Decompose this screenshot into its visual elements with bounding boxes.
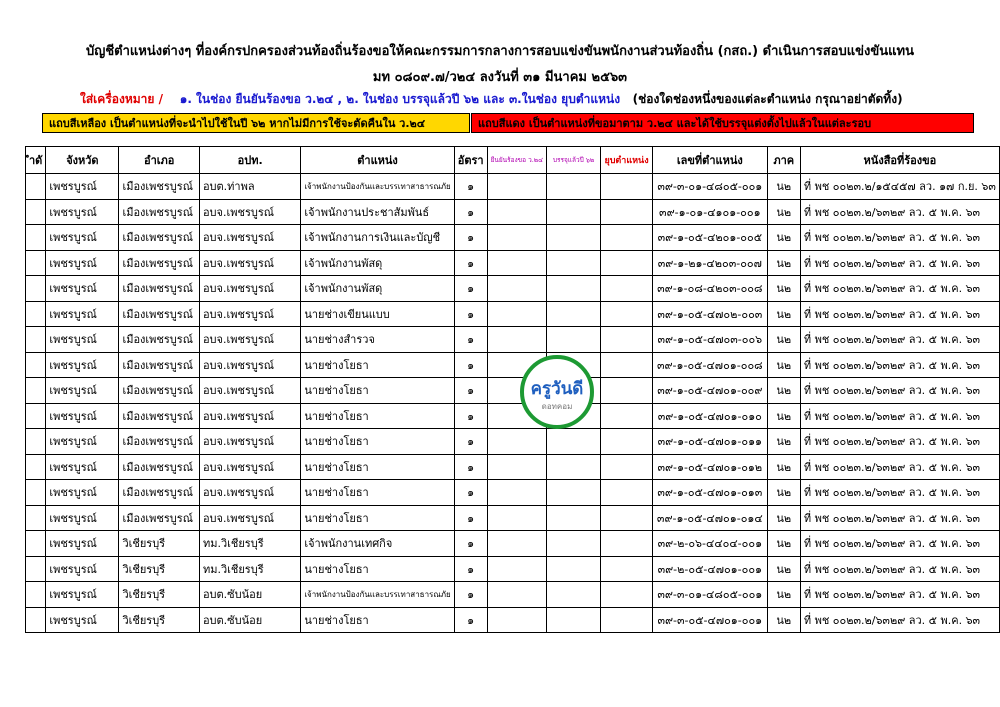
table-row bbox=[26, 225, 1000, 251]
cell-rate: ๑ bbox=[454, 480, 487, 506]
cell-region: น๒ bbox=[767, 276, 800, 302]
cell-province: เพชรบูรณ์ bbox=[46, 480, 119, 506]
cell-filled-checkbox[interactable] bbox=[547, 556, 601, 582]
table-row bbox=[26, 454, 1000, 480]
cell-filled-checkbox[interactable] bbox=[547, 607, 601, 633]
cell-confirm-checkbox[interactable] bbox=[487, 301, 546, 327]
cell-rate: ๑ bbox=[454, 531, 487, 557]
cell-rate: ๑ bbox=[454, 556, 487, 582]
cell-row-no bbox=[26, 454, 46, 480]
cell-abolish-checkbox[interactable] bbox=[601, 276, 653, 302]
cell-request-letter: ที่ พช ๐๐๒๓.๒/๖๓๒๙ ลว. ๕ พ.ค. ๖๓ bbox=[800, 276, 999, 302]
cell-request-letter: ที่ พช ๐๐๒๓.๒/๖๓๒๙ ลว. ๕ พ.ค. ๖๓ bbox=[800, 429, 999, 455]
col-header-position-number: เลขที่ตำแหน่ง bbox=[652, 147, 767, 174]
table-row bbox=[26, 250, 1000, 276]
cell-confirm-checkbox[interactable] bbox=[487, 250, 546, 276]
table-row bbox=[26, 276, 1000, 302]
cell-position: เจ้าพนักงานป้องกันและบรรเทาสาธารณภัย bbox=[301, 582, 454, 608]
col-header-request-letter: หนังสือที่ร้องขอ bbox=[800, 147, 999, 174]
cell-request-letter: ที่ พช ๐๐๒๓.๒/๖๓๒๙ ลว. ๕ พ.ค. ๖๓ bbox=[800, 352, 999, 378]
table-row bbox=[26, 505, 1000, 531]
cell-district: เมืองเพชรบูรณ์ bbox=[119, 378, 200, 404]
watermark-text: ครูวันดี bbox=[530, 379, 584, 399]
cell-confirm-checkbox[interactable] bbox=[487, 225, 546, 251]
cell-row-no bbox=[26, 531, 46, 557]
cell-org: อบจ.เพชรบูรณ์ bbox=[199, 454, 300, 480]
cell-confirm-checkbox[interactable] bbox=[487, 531, 546, 557]
cell-region: น๒ bbox=[767, 556, 800, 582]
document-reference: มท ๐๘๐๙.๗/ว๒๔ ลงวันที่ ๓๑ มีนาคม ๒๕๖๓ bbox=[372, 70, 628, 85]
cell-rate: ๑ bbox=[454, 174, 487, 200]
cell-region: น๒ bbox=[767, 607, 800, 633]
cell-province: เพชรบูรณ์ bbox=[46, 174, 119, 200]
positions-table bbox=[25, 146, 1000, 633]
cell-row-no bbox=[26, 250, 46, 276]
cell-district: เมืองเพชรบูรณ์ bbox=[119, 250, 200, 276]
cell-org: อบต.ท่าพล bbox=[199, 174, 300, 200]
cell-rate: ๑ bbox=[454, 505, 487, 531]
cell-org: อบจ.เพชรบูรณ์ bbox=[199, 250, 300, 276]
cell-region: น๒ bbox=[767, 454, 800, 480]
cell-region: น๒ bbox=[767, 352, 800, 378]
cell-position-number: ๓๙-๑-๐๕-๔๗๐๑-๐๑๔ bbox=[652, 505, 767, 531]
cell-district: เมืองเพชรบูรณ์ bbox=[119, 276, 200, 302]
cell-rate: ๑ bbox=[454, 327, 487, 353]
cell-rate: ๑ bbox=[454, 352, 487, 378]
cell-confirm-checkbox[interactable] bbox=[487, 480, 546, 506]
cell-row-no bbox=[26, 225, 46, 251]
table-row bbox=[26, 607, 1000, 633]
cell-abolish-checkbox[interactable] bbox=[601, 225, 653, 251]
cell-org: อบจ.เพชรบูรณ์ bbox=[199, 225, 300, 251]
cell-region: น๒ bbox=[767, 582, 800, 608]
cell-filled-checkbox[interactable] bbox=[547, 225, 601, 251]
cell-position: เจ้าพนักงานพัสดุ bbox=[301, 250, 454, 276]
col-header-org: อปท. bbox=[199, 147, 300, 174]
cell-abolish-checkbox[interactable] bbox=[601, 352, 653, 378]
cell-row-no bbox=[26, 607, 46, 633]
cell-province: เพชรบูรณ์ bbox=[46, 378, 119, 404]
cell-rate: ๑ bbox=[454, 378, 487, 404]
cell-confirm-checkbox[interactable] bbox=[487, 582, 546, 608]
cell-org: อบจ.เพชรบูรณ์ bbox=[199, 505, 300, 531]
cell-district: เมืองเพชรบูรณ์ bbox=[119, 454, 200, 480]
cell-row-no bbox=[26, 505, 46, 531]
cell-position-number: ๓๙-๑-๐๕-๔๗๐๑-๐๐๘ bbox=[652, 352, 767, 378]
watermark-logo bbox=[520, 355, 594, 429]
cell-position-number: ๓๙-๓-๐๑-๔๘๐๕-๐๐๑ bbox=[652, 582, 767, 608]
cell-confirm-checkbox[interactable] bbox=[487, 276, 546, 302]
table-row bbox=[26, 429, 1000, 455]
cell-org: ทม.วิเชียรบุรี bbox=[199, 556, 300, 582]
cell-confirm-checkbox[interactable] bbox=[487, 327, 546, 353]
cell-org: อบจ.เพชรบูรณ์ bbox=[199, 199, 300, 225]
cell-request-letter: ที่ พช ๐๐๒๓.๒/๖๓๒๙ ลว. ๕ พ.ค. ๖๓ bbox=[800, 505, 999, 531]
cell-position: เจ้าพนักงานการเงินและบัญชี bbox=[301, 225, 454, 251]
cell-district: เมืองเพชรบูรณ์ bbox=[119, 225, 200, 251]
cell-abolish-checkbox[interactable] bbox=[601, 429, 653, 455]
cell-filled-checkbox[interactable] bbox=[547, 327, 601, 353]
cell-org: อบจ.เพชรบูรณ์ bbox=[199, 403, 300, 429]
cell-confirm-checkbox[interactable] bbox=[487, 505, 546, 531]
cell-org: อบต.ซับน้อย bbox=[199, 582, 300, 608]
cell-region: น๒ bbox=[767, 378, 800, 404]
cell-org: อบจ.เพชรบูรณ์ bbox=[199, 276, 300, 302]
document-title: บัญชีตำแหน่งต่างๆ ที่องค์กรปกครองส่วนท้องถิ่นร้องขอให้คณะกรรมการกลางการสอบแข่งขันพนักงานส่วนท้องถิ่น (กสถ.) ดำเนินการสอบแข่งขันแทน bbox=[86, 44, 914, 59]
cell-province: เพชรบูรณ์ bbox=[46, 556, 119, 582]
cell-position-number: ๓๙-๑-๐๕-๔๗๐๑-๐๑๓ bbox=[652, 480, 767, 506]
cell-rate: ๑ bbox=[454, 403, 487, 429]
cell-abolish-checkbox[interactable] bbox=[601, 250, 653, 276]
cell-province: เพชรบูรณ์ bbox=[46, 276, 119, 302]
cell-position-number: ๓๙-๓-๐๕-๔๗๐๑-๐๐๑ bbox=[652, 607, 767, 633]
cell-position-number: ๓๙-๑-๐๕-๔๗๐๑-๐๐๙ bbox=[652, 378, 767, 404]
cell-position-number: ๓๙-๑-๐๕-๔๗๐๓-๐๐๖ bbox=[652, 327, 767, 353]
cell-province: เพชรบูรณ์ bbox=[46, 250, 119, 276]
cell-province: เพชรบูรณ์ bbox=[46, 327, 119, 353]
cell-abolish-checkbox[interactable] bbox=[601, 607, 653, 633]
cell-abolish-checkbox[interactable] bbox=[601, 454, 653, 480]
col-header-district: อำเภอ bbox=[119, 147, 200, 174]
cell-rate: ๑ bbox=[454, 225, 487, 251]
cell-request-letter: ที่ พช ๐๐๒๓.๒/๖๓๒๙ ลว. ๕ พ.ค. ๖๓ bbox=[800, 225, 999, 251]
cell-org: อบจ.เพชรบูรณ์ bbox=[199, 327, 300, 353]
cell-province: เพชรบูรณ์ bbox=[46, 505, 119, 531]
cell-rate: ๑ bbox=[454, 250, 487, 276]
cell-district: วิเชียรบุรี bbox=[119, 607, 200, 633]
cell-request-letter: ที่ พช ๐๐๒๓.๒/๖๓๒๙ ลว. ๕ พ.ค. ๖๓ bbox=[800, 454, 999, 480]
instruction-note: (ช่องใดช่องหนึ่งของแต่ละตำแหน่ง กรุณาอย่าตัดทิ้ง) bbox=[632, 92, 903, 106]
cell-row-no bbox=[26, 301, 46, 327]
col-header-province: จังหวัด bbox=[46, 147, 119, 174]
cell-request-letter: ที่ พช ๐๐๒๓.๒/๖๓๒๙ ลว. ๕ พ.ค. ๖๓ bbox=[800, 199, 999, 225]
cell-province: เพชรบูรณ์ bbox=[46, 429, 119, 455]
cell-province: เพชรบูรณ์ bbox=[46, 352, 119, 378]
cell-region: น๒ bbox=[767, 225, 800, 251]
cell-org: อบจ.เพชรบูรณ์ bbox=[199, 352, 300, 378]
cell-region: น๒ bbox=[767, 403, 800, 429]
cell-abolish-checkbox[interactable] bbox=[601, 403, 653, 429]
cell-confirm-checkbox[interactable] bbox=[487, 199, 546, 225]
cell-region: น๒ bbox=[767, 429, 800, 455]
cell-org: อบจ.เพชรบูรณ์ bbox=[199, 429, 300, 455]
cell-abolish-checkbox[interactable] bbox=[601, 378, 653, 404]
cell-abolish-checkbox[interactable] bbox=[601, 301, 653, 327]
cell-position: นายช่างโยธา bbox=[301, 556, 454, 582]
cell-rate: ๑ bbox=[454, 607, 487, 633]
cell-abolish-checkbox[interactable] bbox=[601, 174, 653, 200]
cell-position-number: ๓๙-๑-๐๑-๔๑๐๑-๐๐๑ bbox=[652, 199, 767, 225]
cell-abolish-checkbox[interactable] bbox=[601, 531, 653, 557]
col-header-confirm: ยืนยันร้องขอ ว.๒๔ bbox=[487, 147, 546, 174]
cell-region: น๒ bbox=[767, 531, 800, 557]
cell-row-no bbox=[26, 276, 46, 302]
cell-region: น๒ bbox=[767, 174, 800, 200]
table-row bbox=[26, 556, 1000, 582]
cell-row-no bbox=[26, 403, 46, 429]
col-header-position: ตำแหน่ง bbox=[301, 147, 454, 174]
cell-filled-checkbox[interactable] bbox=[547, 429, 601, 455]
col-header-no: ำดั bbox=[26, 147, 46, 174]
cell-position: นายช่างเขียนแบบ bbox=[301, 301, 454, 327]
cell-org: อบจ.เพชรบูรณ์ bbox=[199, 378, 300, 404]
cell-district: เมืองเพชรบูรณ์ bbox=[119, 327, 200, 353]
table-row bbox=[26, 403, 1000, 429]
cell-filled-checkbox[interactable] bbox=[547, 250, 601, 276]
table-row bbox=[26, 301, 1000, 327]
cell-rate: ๑ bbox=[454, 429, 487, 455]
cell-province: เพชรบูรณ์ bbox=[46, 301, 119, 327]
cell-province: เพชรบูรณ์ bbox=[46, 607, 119, 633]
cell-abolish-checkbox[interactable] bbox=[601, 582, 653, 608]
cell-org: อบจ.เพชรบูรณ์ bbox=[199, 301, 300, 327]
cell-province: เพชรบูรณ์ bbox=[46, 403, 119, 429]
cell-province: เพชรบูรณ์ bbox=[46, 199, 119, 225]
cell-confirm-checkbox[interactable] bbox=[487, 174, 546, 200]
cell-region: น๒ bbox=[767, 199, 800, 225]
cell-filled-checkbox[interactable] bbox=[547, 174, 601, 200]
cell-position-number: ๓๙-๒-๐๕-๔๗๐๑-๐๐๑ bbox=[652, 556, 767, 582]
cell-org: อบจ.เพชรบูรณ์ bbox=[199, 480, 300, 506]
cell-rate: ๑ bbox=[454, 454, 487, 480]
cell-org: อบต.ซับน้อย bbox=[199, 607, 300, 633]
table-row bbox=[26, 378, 1000, 404]
cell-filled-checkbox[interactable] bbox=[547, 301, 601, 327]
cell-region: น๒ bbox=[767, 250, 800, 276]
cell-position: เจ้าพนักงานพัสดุ bbox=[301, 276, 454, 302]
cell-filled-checkbox[interactable] bbox=[547, 480, 601, 506]
cell-position: นายช่างโยธา bbox=[301, 505, 454, 531]
cell-position-number: ๓๙-๑-๐๕-๔๗๐๑-๐๑๐ bbox=[652, 403, 767, 429]
cell-row-no bbox=[26, 480, 46, 506]
instruction-main: ๑. ในช่อง ยืนยันร้องขอ ว.๒๔ , ๒. ในช่อง บรรจุแล้วปี ๖๒ และ ๓.ในช่อง ยุบตำแหน่ง bbox=[179, 92, 621, 106]
cell-request-letter: ที่ พช ๐๐๒๓.๒/๖๓๒๙ ลว. ๕ พ.ค. ๖๓ bbox=[800, 250, 999, 276]
cell-request-letter: ที่ พช ๐๐๒๓.๒/๖๓๒๙ ลว. ๕ พ.ค. ๖๓ bbox=[800, 403, 999, 429]
cell-district: วิเชียรบุรี bbox=[119, 582, 200, 608]
cell-request-letter: ที่ พช ๐๐๒๓.๒/๖๓๒๙ ลว. ๕ พ.ค. ๖๓ bbox=[800, 607, 999, 633]
cell-district: เมืองเพชรบูรณ์ bbox=[119, 301, 200, 327]
cell-abolish-checkbox[interactable] bbox=[601, 199, 653, 225]
cell-district: เมืองเพชรบูรณ์ bbox=[119, 352, 200, 378]
cell-province: เพชรบูรณ์ bbox=[46, 582, 119, 608]
cell-abolish-checkbox[interactable] bbox=[601, 480, 653, 506]
table-row bbox=[26, 582, 1000, 608]
cell-region: น๒ bbox=[767, 480, 800, 506]
cell-district: เมืองเพชรบูรณ์ bbox=[119, 480, 200, 506]
instruction-line bbox=[80, 90, 980, 109]
watermark-subtext: ดอทคอม bbox=[541, 402, 573, 411]
cell-province: เพชรบูรณ์ bbox=[46, 531, 119, 557]
cell-position: เจ้าพนักงานประชาสัมพันธ์ bbox=[301, 199, 454, 225]
cell-row-no bbox=[26, 582, 46, 608]
cell-row-no bbox=[26, 327, 46, 353]
cell-filled-checkbox[interactable] bbox=[547, 582, 601, 608]
cell-row-no bbox=[26, 429, 46, 455]
cell-district: วิเชียรบุรี bbox=[119, 556, 200, 582]
cell-row-no bbox=[26, 352, 46, 378]
table-row bbox=[26, 174, 1000, 200]
cell-filled-checkbox[interactable] bbox=[547, 531, 601, 557]
cell-position-number: ๓๙-๓-๐๑-๔๘๐๕-๐๐๑ bbox=[652, 174, 767, 200]
cell-abolish-checkbox[interactable] bbox=[601, 327, 653, 353]
cell-district: เมืองเพชรบูรณ์ bbox=[119, 174, 200, 200]
cell-region: น๒ bbox=[767, 301, 800, 327]
cell-request-letter: ที่ พช ๐๐๒๓.๒/๖๓๒๙ ลว. ๕ พ.ค. ๖๓ bbox=[800, 480, 999, 506]
cell-filled-checkbox[interactable] bbox=[547, 505, 601, 531]
cell-position-number: ๓๙-๑-๐๕-๔๗๐๑-๐๑๒ bbox=[652, 454, 767, 480]
cell-filled-checkbox[interactable] bbox=[547, 276, 601, 302]
cell-position-number: ๓๙-๑-๐๕-๔๗๐๒-๐๐๓ bbox=[652, 301, 767, 327]
cell-confirm-checkbox[interactable] bbox=[487, 429, 546, 455]
table-row bbox=[26, 327, 1000, 353]
cell-request-letter: ที่ พช ๐๐๒๓.๒/๖๓๒๙ ลว. ๕ พ.ค. ๖๓ bbox=[800, 556, 999, 582]
yellow-legend-band: แถบสีเหลือง เป็นตำแหน่งที่จะนำไปใช้ในปี ๖๒ หากไม่มีการใช้จะตัดคืนใน ว.๒๔ bbox=[42, 113, 470, 133]
cell-filled-checkbox[interactable] bbox=[547, 199, 601, 225]
cell-position-number: ๓๙-๒-๐๖-๔๔๐๔-๐๐๑ bbox=[652, 531, 767, 557]
cell-request-letter: ที่ พช ๐๐๒๓.๒/๖๓๒๙ ลว. ๕ พ.ค. ๖๓ bbox=[800, 327, 999, 353]
cell-position-number: ๓๙-๑-๐๘-๔๒๐๓-๐๐๘ bbox=[652, 276, 767, 302]
cell-position-number: ๓๙-๑-๐๕-๔๒๐๑-๐๐๕ bbox=[652, 225, 767, 251]
red-legend-band: แถบสีแดง เป็นตำแหน่งที่ขอมาตาม ว.๒๔ และได้ใช้บรรจุแต่งตั้งไปแล้วในแต่ละรอบ bbox=[471, 113, 974, 133]
cell-row-no bbox=[26, 174, 46, 200]
cell-request-letter: ที่ พช ๐๐๒๓.๒/๖๓๒๙ ลว. ๕ พ.ค. ๖๓ bbox=[800, 378, 999, 404]
table-row bbox=[26, 480, 1000, 506]
cell-filled-checkbox[interactable] bbox=[547, 454, 601, 480]
cell-abolish-checkbox[interactable] bbox=[601, 505, 653, 531]
cell-position: เจ้าพนักงานเทศกิจ bbox=[301, 531, 454, 557]
cell-district: เมืองเพชรบูรณ์ bbox=[119, 403, 200, 429]
instruction-prefix: ใส่เครื่องหมาย / bbox=[80, 92, 163, 106]
cell-request-letter: ที่ พช ๐๐๒๓.๒/๖๓๒๙ ลว. ๕ พ.ค. ๖๓ bbox=[800, 582, 999, 608]
cell-request-letter: ที่ พช ๐๐๒๓.๒/๑๕๔๕๗ ลว. ๑๗ ก.ย. ๖๓ bbox=[800, 174, 999, 200]
cell-position: นายช่างโยธา bbox=[301, 480, 454, 506]
cell-confirm-checkbox[interactable] bbox=[487, 556, 546, 582]
cell-province: เพชรบูรณ์ bbox=[46, 225, 119, 251]
cell-row-no bbox=[26, 199, 46, 225]
cell-district: เมืองเพชรบูรณ์ bbox=[119, 429, 200, 455]
cell-request-letter: ที่ พช ๐๐๒๓.๒/๖๓๒๙ ลว. ๕ พ.ค. ๖๓ bbox=[800, 531, 999, 557]
cell-province: เพชรบูรณ์ bbox=[46, 454, 119, 480]
cell-rate: ๑ bbox=[454, 301, 487, 327]
cell-abolish-checkbox[interactable] bbox=[601, 556, 653, 582]
cell-request-letter: ที่ พช ๐๐๒๓.๒/๖๓๒๙ ลว. ๕ พ.ค. ๖๓ bbox=[800, 301, 999, 327]
col-header-abolish: ยุบตำแหน่ง bbox=[601, 147, 653, 174]
cell-position: นายช่างโยธา bbox=[301, 403, 454, 429]
cell-position: นายช่างโยธา bbox=[301, 454, 454, 480]
cell-confirm-checkbox[interactable] bbox=[487, 454, 546, 480]
cell-position: นายช่างโยธา bbox=[301, 352, 454, 378]
table-row bbox=[26, 352, 1000, 378]
cell-position: นายช่างโยธา bbox=[301, 429, 454, 455]
cell-position: นายช่างสำรวจ bbox=[301, 327, 454, 353]
cell-rate: ๑ bbox=[454, 582, 487, 608]
cell-position: นายช่างโยธา bbox=[301, 607, 454, 633]
cell-position-number: ๓๙-๑-๐๕-๔๗๐๑-๐๑๑ bbox=[652, 429, 767, 455]
cell-confirm-checkbox[interactable] bbox=[487, 607, 546, 633]
col-header-region: ภาค bbox=[767, 147, 800, 174]
cell-region: น๒ bbox=[767, 327, 800, 353]
table-header-row bbox=[26, 147, 1000, 174]
col-header-rate: อัตรา bbox=[454, 147, 487, 174]
cell-position: เจ้าพนักงานป้องกันและบรรเทาสาธารณภัย bbox=[301, 174, 454, 200]
table-row bbox=[26, 199, 1000, 225]
cell-region: น๒ bbox=[767, 505, 800, 531]
cell-org: ทม.วิเชียรบุรี bbox=[199, 531, 300, 557]
cell-district: เมืองเพชรบูรณ์ bbox=[119, 505, 200, 531]
cell-row-no bbox=[26, 556, 46, 582]
cell-position-number: ๓๙-๑-๒๑-๔๒๐๓-๐๐๗ bbox=[652, 250, 767, 276]
cell-rate: ๑ bbox=[454, 199, 487, 225]
col-header-filled: บรรจุแล้วปี ๖๒ bbox=[547, 147, 601, 174]
cell-district: วิเชียรบุรี bbox=[119, 531, 200, 557]
cell-rate: ๑ bbox=[454, 276, 487, 302]
cell-row-no bbox=[26, 378, 46, 404]
cell-position: นายช่างโยธา bbox=[301, 378, 454, 404]
table-row bbox=[26, 531, 1000, 557]
cell-district: เมืองเพชรบูรณ์ bbox=[119, 199, 200, 225]
